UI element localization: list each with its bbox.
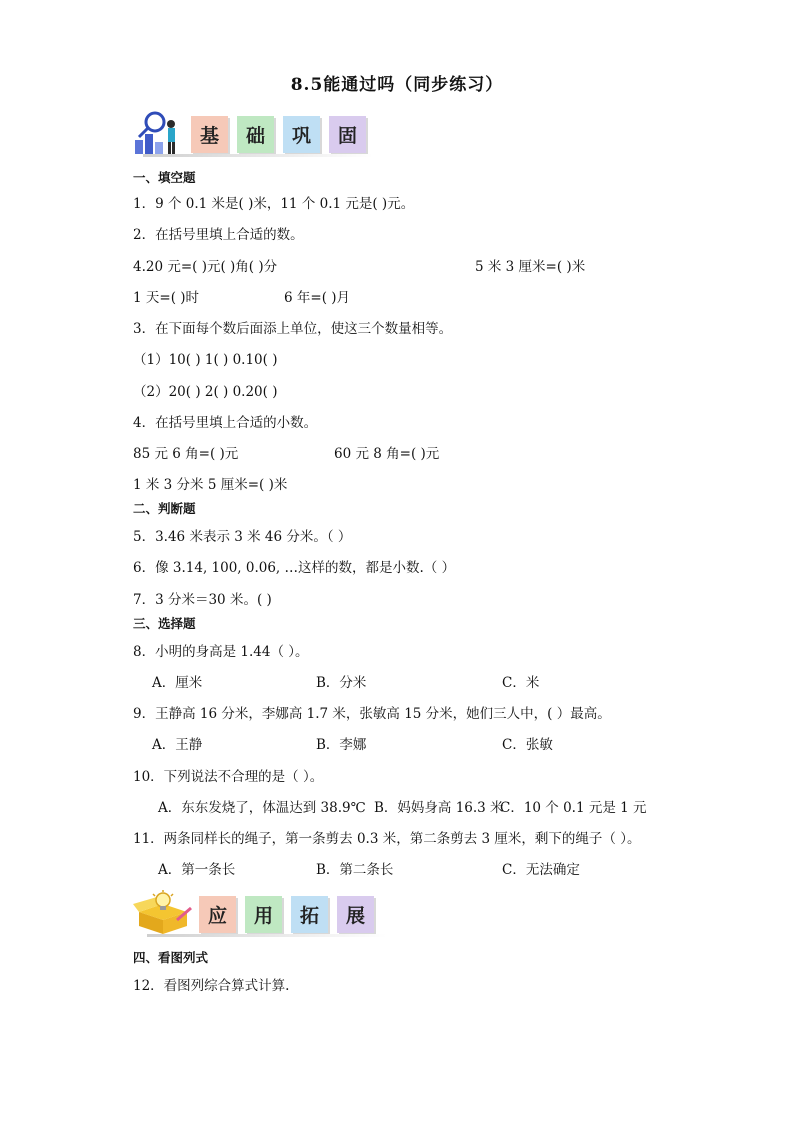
- option-c: C．米: [502, 675, 540, 691]
- question-3-part-2: （2）20( ) 2( ) 0.20( ): [133, 384, 278, 400]
- banner-tile: 应: [199, 896, 236, 933]
- banner-tile: 础: [237, 116, 274, 153]
- banner-tile: 拓: [291, 896, 328, 933]
- question-2-part-b: 5 米 3 厘米=( )米: [475, 259, 586, 275]
- banner-underline: [143, 154, 373, 157]
- question-3: 3．在下面每个数后面添上单位，使这三个数量相等。: [133, 321, 453, 337]
- banner-tile: 基: [191, 116, 228, 153]
- magnifier-chart-icon: [133, 110, 189, 156]
- section-heading: 三、选择题: [133, 616, 196, 631]
- banner-tile: 用: [245, 896, 282, 933]
- option-c: C．张敏: [502, 737, 553, 753]
- option-a: A．第一条长: [158, 862, 236, 878]
- option-a: A．东东发烧了，体温达到 38.9℃: [158, 800, 366, 816]
- question-9: 9．王静高 16 分米，李娜高 1.7 米，张敏高 15 分米，她们三人中，( ）最高。: [133, 706, 611, 722]
- section-heading: 一、填空题: [133, 170, 196, 185]
- option-b: B．李娜: [316, 737, 367, 753]
- option-c: C．无法确定: [502, 862, 580, 878]
- question-2-part-a: 4.20 元=( )元( )角( )分: [133, 259, 278, 275]
- option-a: A．厘米: [152, 675, 203, 691]
- question-3-part-1: （1）10( ) 1( ) 0.10( ): [133, 352, 278, 368]
- page-title: 8.5能通过吗（同步练习）: [290, 75, 504, 95]
- question-8: 8．小明的身高是 1.44（ ）。: [133, 644, 309, 660]
- option-b: B．妈妈身高 16.3 米: [374, 800, 504, 816]
- question-4-part-b: 60 元 8 角=( )元: [334, 446, 440, 462]
- question-4-part-c: 1 米 3 分米 5 厘米=( )米: [133, 477, 288, 493]
- question-4-part-a: 85 元 6 角=( )元: [133, 446, 239, 462]
- option-b: B．分米: [316, 675, 367, 691]
- question-4: 4．在括号里填上合适的小数。: [133, 415, 318, 431]
- question-1: 1．9 个 0.1 米是( )米，11 个 0.1 元是( )元。: [133, 196, 415, 212]
- question-2: 2．在括号里填上合适的数。: [133, 227, 304, 243]
- question-5: 5．3.46 米表示 3 米 46 分米。（ ）: [133, 529, 352, 545]
- question-12: 12．看图列综合算式计算.: [133, 978, 290, 994]
- question-2-part-d: 6 年=( )月: [284, 290, 351, 306]
- question-7: 7．3 分米＝30 米。( ): [133, 592, 272, 608]
- banner-tile: 固: [329, 116, 366, 153]
- banner-underline: [147, 934, 387, 937]
- lightbulb-box-icon: [133, 890, 195, 936]
- section-heading: 二、判断题: [133, 501, 196, 516]
- option-c: C．10 个 0.1 元是 1 元: [500, 800, 647, 816]
- question-11: 11．两条同样长的绳子，第一条剪去 0.3 米，第二条剪去 3 厘米，剩下的绳子（ ）。: [133, 831, 641, 847]
- banner-tile: 巩: [283, 116, 320, 153]
- banner-tile: 展: [337, 896, 374, 933]
- question-6: 6．像 3.14, 100, 0.06, …这样的数，都是小数.（ ）: [133, 560, 456, 576]
- question-2-part-c: 1 天=( )时: [133, 290, 200, 306]
- option-b: B．第二条长: [316, 862, 394, 878]
- option-a: A．王静: [152, 737, 203, 753]
- question-10: 10．下列说法不合理的是（ ）。: [133, 769, 324, 785]
- section-heading: 四、看图列式: [133, 950, 209, 965]
